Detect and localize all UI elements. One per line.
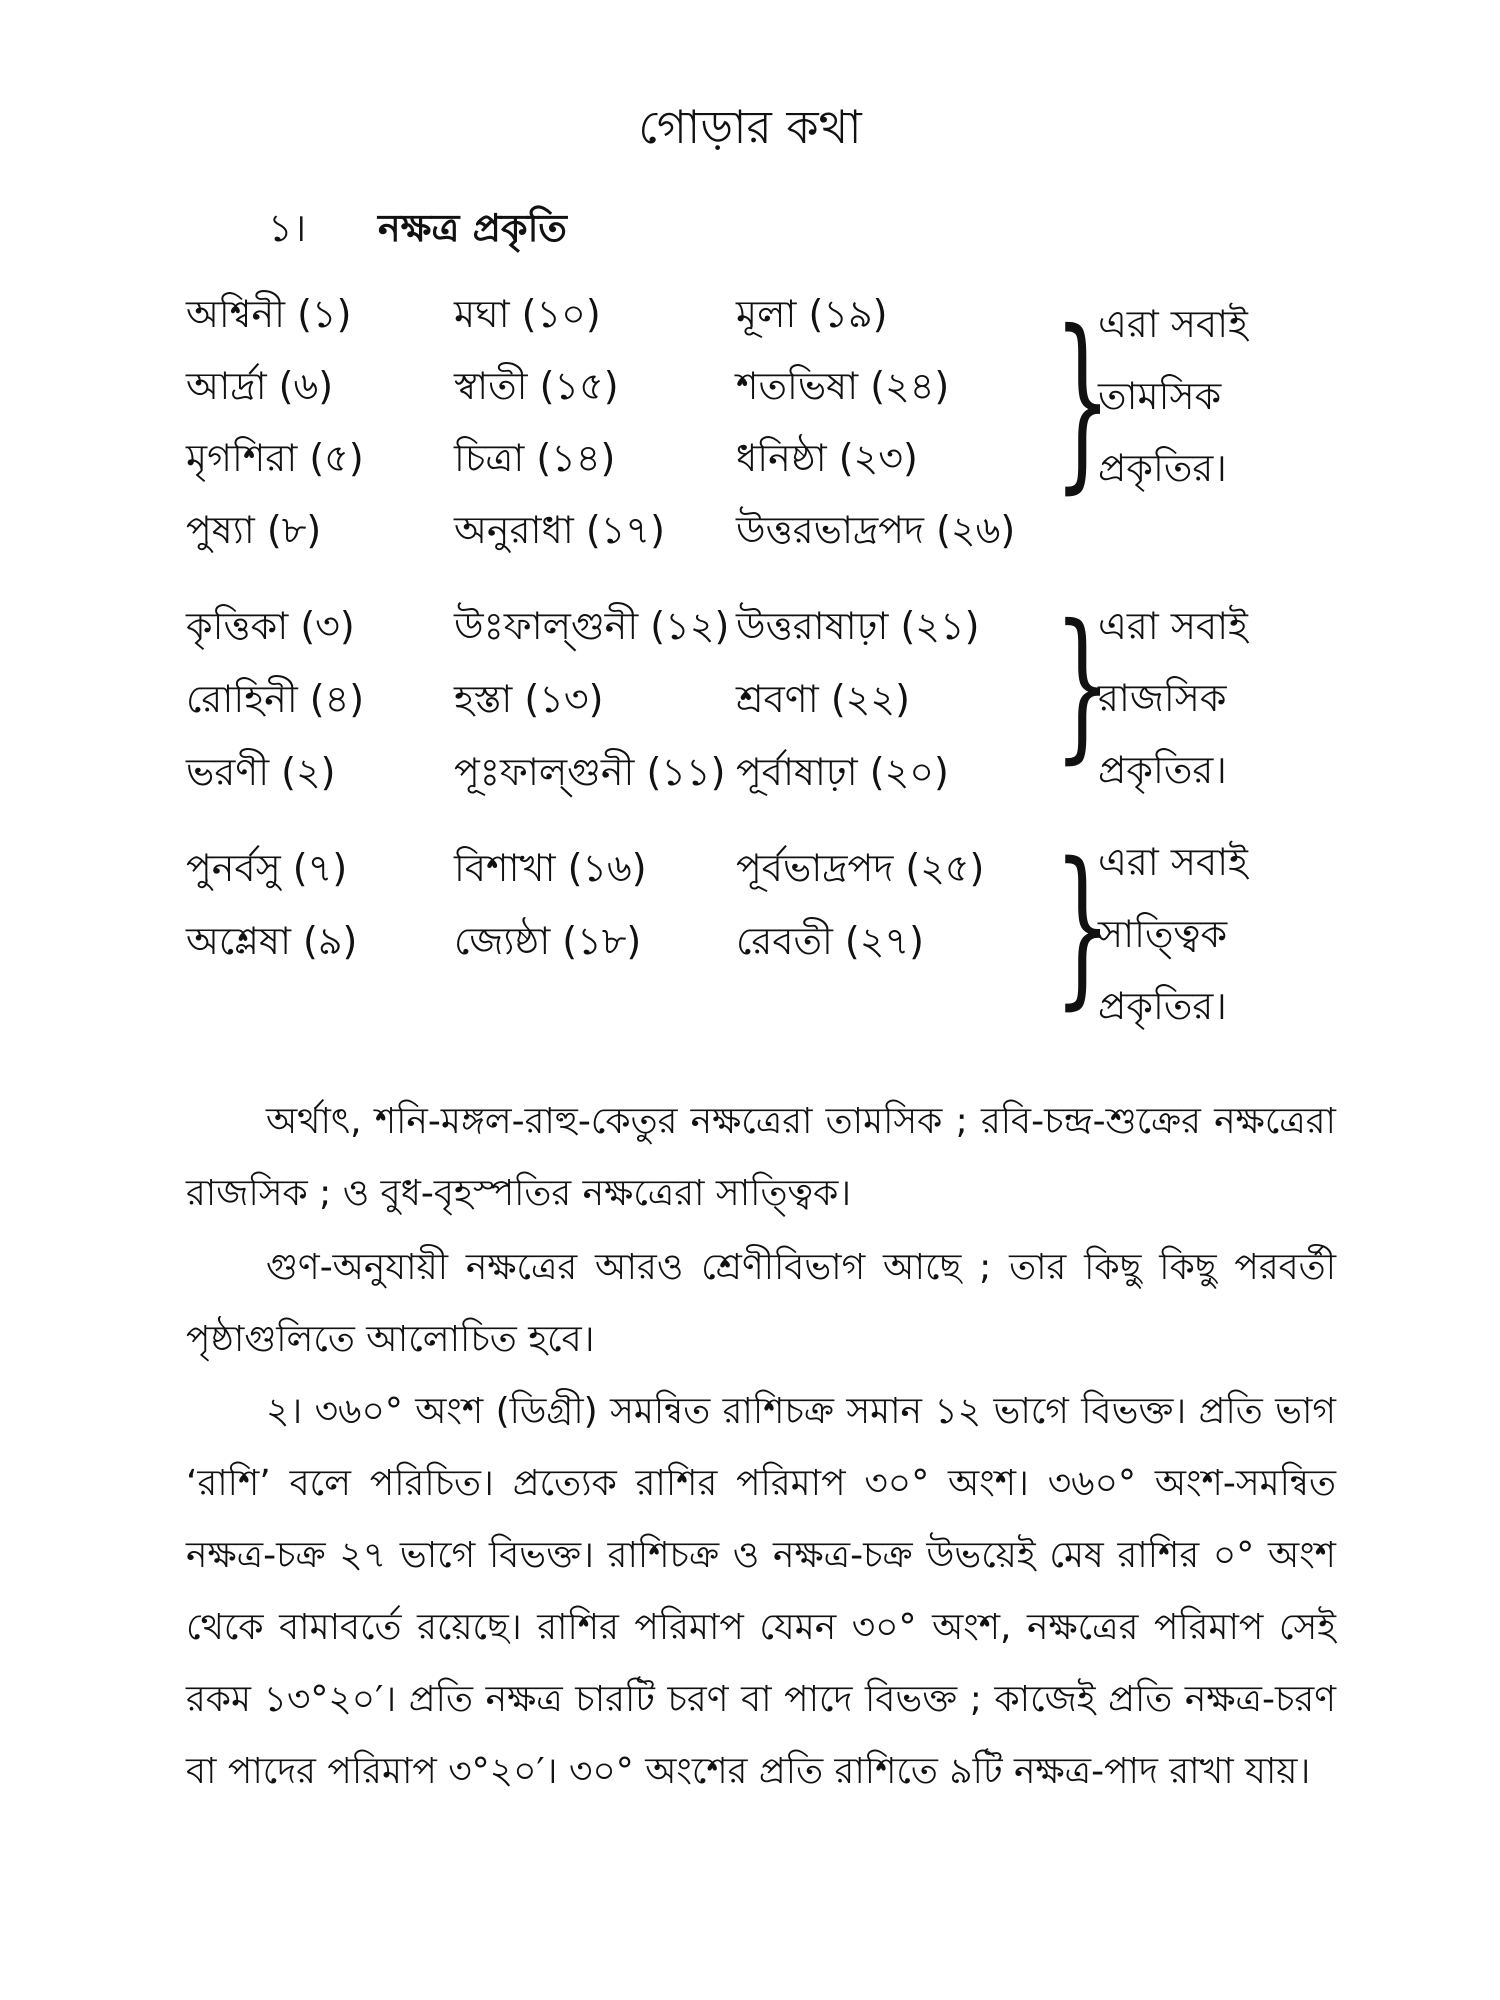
nakshatra-cell: পূঃফাল্গুনী (১১) [454,750,726,794]
section-heading-text: নক্ষত্র প্রকৃতি [378,206,567,250]
curly-brace-icon: } [1054,590,1112,780]
curly-brace-icon: } [1054,291,1112,512]
nakshatra-cell: অশ্বিনী (১) [186,292,352,336]
nakshatra-cell: রোহিনী (৪) [186,677,365,721]
body-paragraph: অর্থাৎ, শনি-মঙ্গল-রাহু-কেতুর নক্ষত্রেরা তামসিক ; রবি-চন্দ্র-শুক্রের নক্ষত্রেরা রাজসিক ; ও বুধ-বৃহস্পতির নক্ষত্রেরা সাত্ত্বিক। [186,1101,1336,1214]
nakshatra-cell: উত্তরাষাঢ়া (২১) [736,604,980,648]
group-note-line: প্রকৃতির। [1098,446,1227,490]
nakshatra-cell: অশ্লেষা (৯) [186,919,358,963]
nakshatra-row [186,494,1336,566]
group-note-line: এরা সবাই [1098,302,1248,346]
group-note [1098,590,1248,806]
nakshatra-cell: ভরণী (২) [186,750,336,794]
curly-brace-icon: } [1054,826,1112,1027]
page-title: গোড়ার কথা [638,100,862,154]
nakshatra-cell: স্বাতী (১৫) [454,364,619,408]
nakshatra-cell: মঘা (১০) [454,292,601,336]
nakshatra-cell: জ্যেষ্ঠা (১৮) [454,919,642,963]
section-number: ১। [268,206,307,250]
group-note-line: রাজসিক [1098,676,1227,720]
group-note-line: এরা সবাই [1098,604,1248,648]
nakshatra-cell: উঃফাল্গুনী (১২) [454,604,730,648]
group-note-line: প্রকৃতির। [1098,748,1227,792]
nakshatra-cell: কৃত্তিকা (৩) [186,604,355,648]
nakshatra-cell: পূর্বাষাঢ়া (২০) [736,750,949,794]
body-paragraph: গুণ-অনুযায়ী নক্ষত্রের আরও শ্রেণীবিভাগ আছে ; তার কিছু কিছু পরবর্তী পৃষ্ঠাগুলিতে আলোচিত হবে। [186,1247,1336,1360]
nakshatra-cell: হস্তা (১৩) [454,677,604,721]
nakshatra-cell: রেবতী (২৭) [736,919,924,963]
nakshatra-cell: শ্রবণা (২২) [736,677,910,721]
group-note-line: সাত্ত্বিক [1098,912,1228,956]
group-note [1098,288,1248,504]
nakshatra-cell: উত্তরভাদ্রপদ (২৬) [736,508,1016,552]
group-note-line: তামসিক [1098,374,1222,418]
nakshatra-cell: পূর্বভাদ্রপদ (২৫) [736,846,985,890]
nakshatra-cell: পুনর্বসু (৭) [186,846,348,890]
nakshatra-cell: অনুরাধা (১৭) [454,508,665,552]
group-note-line: প্রকৃতির। [1098,984,1227,1028]
nakshatra-group-tamasic [186,278,1336,566]
body-paragraph: ২। ৩৬০° অংশ (ডিগ্রী) সমন্বিত রাশিচক্র সমান ১২ ভাগে বিভক্ত। প্রতি ভাগ ‘রাশি’ বলে পরিচিত। প্রত্যেক রাশির পরিমাপ ৩০° অংশ। ৩৬০° অংশ-সমন্বিত নক্ষত্র-চক্র ২৭ ভাগে বিভক্ত। রাশিচক্র ও নক্ষত্র-চক্র উভয়েই মেষ রাশির ০° অংশ থেকে বামাবর্তে রয়েছে। রাশির পরিমাপ যেমন ৩০° অংশ, নক্ষত্রের পরিমাপ সেই রকম ১৩°২০′। প্রতি নক্ষত্র চারটি চরণ বা পাদে বিভক্ত ; কাজেই প্রতি নক্ষত্র-চরণ বা পাদের পরিমাপ ৩°২০′। ৩০° অংশের প্রতি রাশিতে ৯টি নক্ষত্র-পাদ রাখা যায়। [186,1391,1336,1792]
nakshatra-cell: চিত্রা (১৪) [454,436,616,480]
section-heading [268,198,567,258]
nakshatra-group-sattvic [186,826,1336,1028]
nakshatra-cell: মূলা (১৯) [736,292,888,336]
nakshatra-group-rajasic [186,590,1336,809]
nakshatra-cell: ধনিষ্ঠা (২৩) [736,436,918,480]
nakshatra-cell: আর্দ্রা (৬) [186,364,334,408]
group-note-line: এরা সবাই [1098,840,1248,884]
nakshatra-cell: বিশাখা (১৬) [454,846,647,890]
nakshatra-cell: মৃগশিরা (৫) [186,436,364,480]
nakshatra-cell: শতভিষা (২৪) [736,364,950,408]
nakshatra-cell: পুষ্যা (৮) [186,508,322,552]
group-note [1098,826,1248,1042]
